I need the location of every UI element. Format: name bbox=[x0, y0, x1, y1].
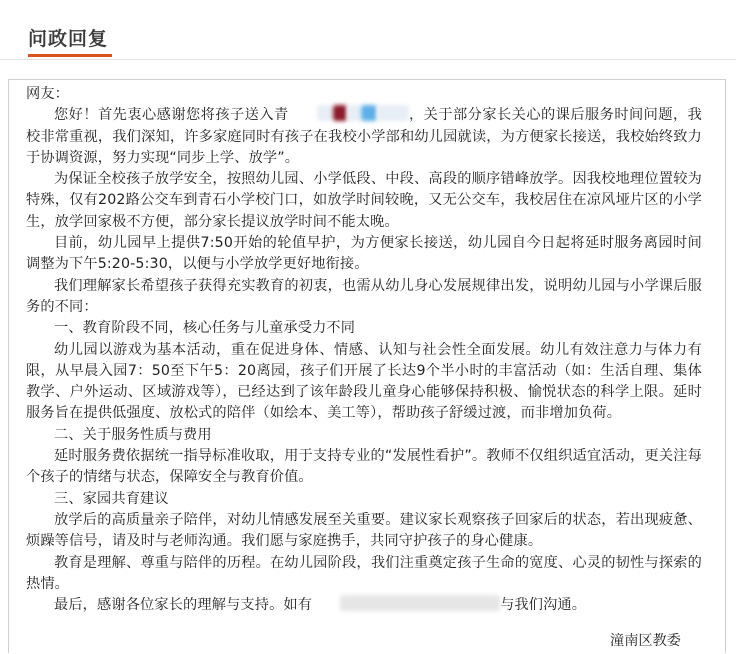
paragraph-conclusion: 教育是理解、尊重与陪伴的历程。在幼儿园阶段，我们注重奠定孩子生命的宽度、心灵的韧性与探索的热情。 bbox=[26, 554, 702, 592]
paragraph-explanation: 我们理解家长希望孩子获得充实教育的初衷，也需从幼儿身心发展规律出发，说明幼儿园与小学课后服务的不同： bbox=[26, 277, 702, 315]
paragraph-section-3: 放学后的高质量亲子陪伴，对幼儿情感发展至关重要。建议家长观察孩子回家后的状态，若出现疲惫、烦躁等信号，请及时与老师沟通。我们愿与家庭携手，共同守护孩子的身心健康。 bbox=[26, 511, 702, 550]
paragraph-section-2: 延时服务费依据统一指导标准收取，用于支持专业的“发展性看护”。教师不仅组织适宜活动，更关注每个孩子的情绪与状态，保障安全与教育价值。 bbox=[26, 448, 702, 486]
paragraph-section-1: 幼儿园以游戏为基本活动，重在促进身体、情感、认知与社会性全面发展。幼儿有效注意力与体力有限，从早晨入园7：50至下午5：20离园，孩子们开展了长达9个半小时的丰富活动（如：生活自理、集体教学、户外运动、区域游戏等），已经达到了该年龄段儿童身心能够保持积极、愉悦状态的科学上限。延时服务旨在提供低强度、放松式的陪伴（如绘本、美工等），帮助孩子舒缓过渡，而非增加负荷。 bbox=[26, 341, 702, 422]
paragraph-schedule-adjustment: 目前，幼儿园早上提供7:50开始的轮值早护，为方便家长接送，幼儿园自今日起将延时服务离园时间调整为下午5:20-5:30，以便与小学放学更好地衔接。 bbox=[26, 235, 702, 273]
signature-organization: 潼南区教委 bbox=[610, 633, 681, 649]
paragraph-intro-text-a: 您好！首先衷心感谢您将孩子送入青 bbox=[54, 107, 289, 124]
heading-section-1: 一、教育阶段不同，核心任务与儿童承受力不同 bbox=[54, 320, 356, 337]
greeting: 网友： bbox=[26, 86, 70, 102]
reply-header bbox=[0, 0, 736, 64]
paragraph-dismissal-order: 为保证全校孩子放学安全，按照幼儿园、小学低段、中段、高段的顺序错峰放学。因我校地理位置较为特殊，仅有202路公交车到青石小学校门口，如放学时间较晚，又无公交车，我校居住在凉风垭片区的小学生，放学回家极不方便，部分家长提议放学时间不能太晚。 bbox=[26, 171, 702, 230]
paragraph-closing bbox=[26, 595, 702, 616]
paragraph-closing-text-b: 与我们沟通。 bbox=[500, 597, 587, 614]
redacted-contact-info bbox=[312, 595, 500, 616]
redacted-school-name bbox=[289, 105, 409, 126]
paragraph-closing-text-a: 最后，感谢各位家长的理解与支持。如有 bbox=[54, 597, 313, 614]
header-divider bbox=[0, 59, 736, 60]
title-accent-underline bbox=[28, 54, 112, 57]
paragraph-intro-text-b: ，关于部分家长关心的课后服务时间问题，我校非常重视，我们深知，许多家庭同时有孩子在我校小学部和幼儿园就读，为方便家长接送，我校始终致力于协调资源，努力实现“同步上学、放学”。 bbox=[26, 107, 702, 166]
heading-section-3: 三、家园共育建议 bbox=[54, 490, 169, 507]
reply-body bbox=[26, 84, 702, 616]
heading-section-2: 二、关于服务性质与费用 bbox=[54, 426, 212, 443]
paragraph-intro bbox=[26, 105, 702, 169]
section-title: 问政回复 bbox=[28, 28, 109, 50]
